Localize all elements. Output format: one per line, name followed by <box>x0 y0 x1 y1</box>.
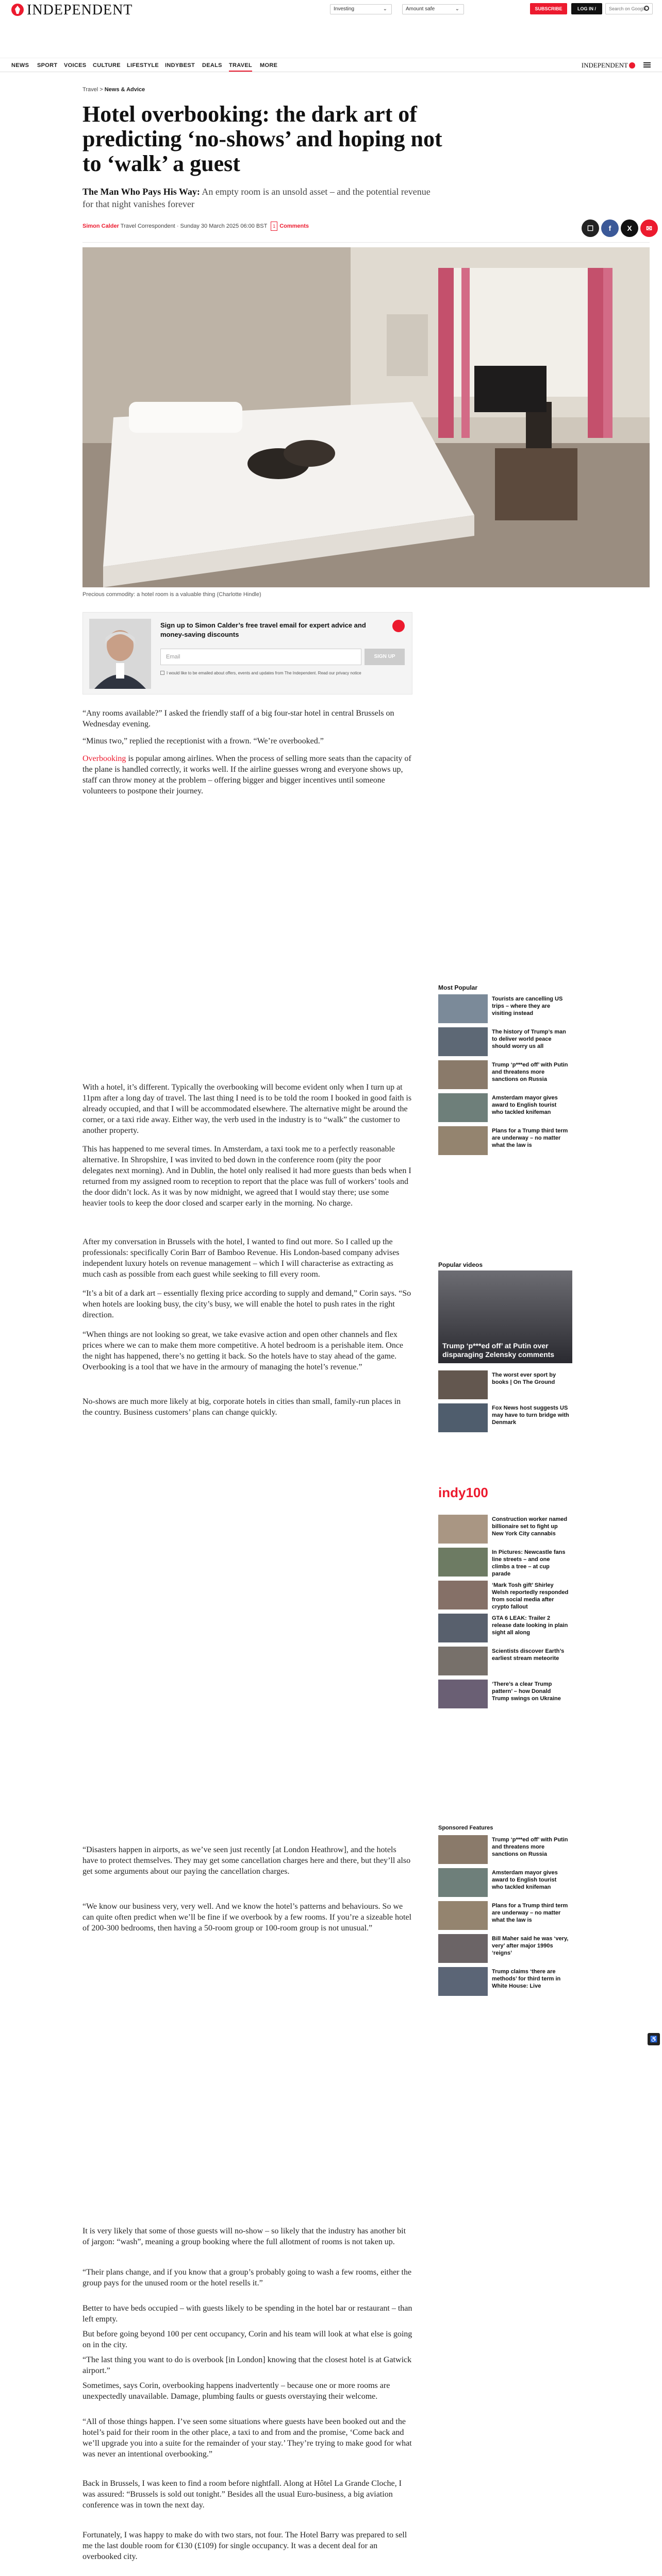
bookmark-icon[interactable]: ☐ <box>582 219 599 237</box>
article-paragraph: But before going beyond 100 per cent occupancy, Corin and his team will look at what else is going on in the city. <box>82 2330 412 2349</box>
newsletter-email-input[interactable]: Email <box>160 649 361 665</box>
search-input[interactable]: Search on Google <box>605 3 653 14</box>
nav-item-travel[interactable]: TRAVEL <box>229 62 252 72</box>
most-popular-headline: Amsterdam mayor gives award to English tourist who tackled knifeman <box>492 1095 558 1115</box>
sponsored-features-title: Sponsored Features <box>438 1825 493 1831</box>
article-paragraph: “When things are not looking so great, we take evasive action and open other channels and flex prices where we can to make them more competitive. A hotel bedroom is a perishable item. Once the night has happened, there’s no getting it back. So the hotels have to stay ahead of the game. Overbooking is a tool that we have in the armoury of managing the hotel’s revenue.” <box>82 1330 404 1371</box>
most-popular-item[interactable] <box>438 994 572 1025</box>
thumbnail <box>438 1901 488 1930</box>
thumbnail <box>438 1647 488 1675</box>
thumbnail <box>438 1515 488 1544</box>
thumbnail <box>438 1868 488 1897</box>
author-photo <box>89 619 151 689</box>
eagle-icon <box>392 620 405 632</box>
most-popular-item[interactable] <box>438 1093 572 1124</box>
comment-count-badge[interactable]: 1 <box>271 222 277 231</box>
indy100-item[interactable] <box>438 1581 572 1612</box>
video-item[interactable] <box>438 1370 572 1401</box>
thumbnail <box>438 1403 488 1432</box>
featured-video[interactable] <box>438 1270 572 1363</box>
nav-item-deals[interactable]: DEALS <box>202 62 222 69</box>
indy100-headline: Construction worker named billionaire set to fight up New York City cannabis <box>492 1516 568 1537</box>
breadcrumb-travel[interactable]: Travel <box>82 87 98 93</box>
thumbnail <box>438 1967 488 1996</box>
site-header <box>0 0 662 23</box>
thumbnail <box>438 1370 488 1399</box>
sponsored-item[interactable] <box>438 1967 572 1998</box>
sponsored-item[interactable] <box>438 1934 572 1965</box>
most-popular-item[interactable] <box>438 1126 572 1157</box>
hamburger-menu-icon[interactable] <box>643 62 651 67</box>
sponsored-item[interactable] <box>438 1901 572 1932</box>
login-button[interactable]: LOG IN / REGISTER <box>571 3 602 14</box>
sponsored-headline: Trump ‘p***ed off’ with Putin and threatens more sanctions on Russia <box>492 1837 568 1857</box>
thumbnail <box>438 1680 488 1708</box>
video-headline: The worst ever sport by books | On The Ground <box>492 1372 556 1385</box>
accessibility-icon[interactable]: ♿ <box>648 2033 660 2045</box>
email-share-icon[interactable]: ✉ <box>640 219 658 237</box>
standfirst-body: An empty room is an unsold asset – and the potential revenue for that night vanishes forever <box>82 187 431 209</box>
nav-item-sport[interactable]: SPORT <box>37 62 58 69</box>
article-title: Hotel overbooking: the dark art of predicting ‘no-shows’ and hoping not to ‘walk’ a guest <box>82 101 442 176</box>
article-paragraph: “It’s a bit of a dark art – essentially flexing price according to supply and demand,” Corin says. “So when hotels are looking busy, the city’s busy, we will enable the hotel to push rates in the right direction. <box>82 1289 411 1319</box>
most-popular-headline: Plans for a Trump third term are underway – no matter what the law is <box>492 1128 568 1148</box>
thumbnail <box>438 1835 488 1864</box>
chevron-down-icon: ⌄ <box>455 6 459 12</box>
byline-separator: · <box>176 223 180 229</box>
most-popular-item[interactable] <box>438 1060 572 1091</box>
nav-item-indybest[interactable]: INDYBEST <box>165 62 195 69</box>
article-paragraph: “Their plans change, and if you know that a group’s probably going to wash a few rooms, either the group pays for the unused room or the hotel resells it.” <box>82 2268 412 2287</box>
author-role: Travel Correspondent <box>120 223 175 229</box>
article-paragraph <box>82 753 412 796</box>
paragraph-text: is popular among airlines. When the process of selling more seats than the capacity of the plane is handled correctly, it works well. If the airline guesses wrong and everyone shows up, staff can throw money at the problem – offering bigger and bigger incentives until someone volunteers to postpone their journey. <box>82 754 411 795</box>
byline <box>82 222 412 231</box>
nav-item-culture[interactable]: CULTURE <box>93 62 121 69</box>
nav-item-lifestyle[interactable]: LIFESTYLE <box>127 62 159 69</box>
header-divider <box>82 242 650 243</box>
sponsored-headline: Trump claims ‘there are methods’ for third term in White House: Live <box>492 1969 561 1989</box>
indy100-headline: In Pictures: Newcastle fans line streets – and one climbs a tree – at cup parade <box>492 1549 566 1577</box>
indy100-item[interactable] <box>438 1614 572 1645</box>
subscribe-button[interactable]: SUBSCRIBE NOW <box>530 3 567 14</box>
indy100-headline: ‘There’s a clear Trump pattern’ – how Donald Trump swings on Ukraine <box>492 1681 561 1702</box>
sponsored-item[interactable] <box>438 1868 572 1899</box>
sponsored-item[interactable] <box>438 1835 572 1866</box>
article-paragraph: Back in Brussels, I was keen to find a room before nightfall. Along at Hôtel La Grande Cloche, I was assured: “Brussels is sold out tonight.” Besides all the usual Euro-business, a big aviation conference was in town the next day. <box>82 2479 402 2510</box>
newsletter-signup <box>82 612 412 694</box>
author-link[interactable]: Simon Calder <box>82 223 119 229</box>
newsletter-fine-print: I would like to be emailed about offers, events and updates from The Independent. Read our privacy notice <box>167 671 361 675</box>
article-paragraph: “We know our business very, very well. And we know the hotel’s patterns and behaviours. So we can quite often predict when we’ll be fine if we overbook by a few rooms. If you’re a sizeable hotel of 200-300 bedrooms, then having a 50-room group or 100-room group is not unusual.” <box>82 1902 411 1933</box>
article-standfirst <box>82 185 443 210</box>
hotel-room-illustration <box>82 247 650 587</box>
overbooking-link[interactable]: Overbooking <box>82 754 126 763</box>
sponsored-headline: Amsterdam mayor gives award to English tourist who tackled knifeman <box>492 1870 558 1890</box>
indy100-item[interactable] <box>438 1647 572 1677</box>
thumbnail <box>438 1126 488 1155</box>
breadcrumb-news-advice[interactable]: News & Advice <box>104 87 145 93</box>
consent-checkbox[interactable] <box>160 671 164 675</box>
standfirst-lead: The Man Who Pays His Way: <box>82 187 200 197</box>
newsletter-signup-button[interactable]: SIGN UP <box>365 649 405 665</box>
thumbnail <box>438 1581 488 1609</box>
article-paragraph: With a hotel, it’s different. Typically the overbooking will become evident only when I turn up at 11pm after a long day of travel. The last thing I need is to be told the room I booked in good faith is already occupied, and that I will be accommodated elsewhere. The alternative might be around the corner, or a taxi ride away. Either way, the verb used in the industry is to “walk” the customer to another property. <box>82 1083 412 1135</box>
site-logo[interactable]: INDEPENDENT <box>11 3 133 18</box>
indy100-item[interactable] <box>438 1515 572 1546</box>
investing-select[interactable]: Investing ⌄ <box>330 4 392 14</box>
main-nav <box>0 58 662 72</box>
article-paragraph: No-shows are much more likely at big, corporate hotels in cities than small, family-run places in the country. Business customers’ plans can change quickly. <box>82 1397 401 1417</box>
indy100-item[interactable] <box>438 1680 572 1710</box>
breadcrumb <box>82 87 145 93</box>
chevron-down-icon: ⌄ <box>383 6 387 12</box>
thumbnail <box>438 994 488 1023</box>
most-popular-headline: Trump ‘p***ed off’ with Putin and threatens more sanctions on Russia <box>492 1062 568 1082</box>
hero-image <box>82 247 650 587</box>
nav-item-news[interactable]: NEWS <box>11 62 29 69</box>
sponsored-headline: Plans for a Trump third term are underway – no matter what the law is <box>492 1903 568 1923</box>
thumbnail <box>438 1093 488 1122</box>
video-item[interactable] <box>438 1403 572 1434</box>
indy100-headline: Scientists discover Earth’s earliest stream meteorite <box>492 1648 565 1662</box>
article-paragraph: It is very likely that some of those guests will no-show – so likely that the industry has another bit of jargon: “wash”, meaning a group booking where the full allotment of rooms is not taken up. <box>82 2227 406 2246</box>
thumbnail <box>438 1060 488 1089</box>
article-paragraph: “Any rooms available?” I asked the friendly staff of a big four-star hotel in central Brussels on Wednesday evening. <box>82 709 394 728</box>
newsletter-consent <box>160 670 403 676</box>
comments-link[interactable]: Comments <box>279 223 309 229</box>
article-paragraph: This has happened to me several times. In Amsterdam, a taxi took me to a perfectly reasonable alternative. In Shropshire, I was invited to bed down in the conference room (pity the poor delegates next morning). And in Dublin, the hotel only realised it had more guests than beds when I returned from my assigned room to reception to report that the place was full of workers’ tools and the door didn’t lock. As it was by now midnight, we agreed that I would stay there; use some heavier tools to keep the door closed and scarper early in the morning. No charge. <box>82 1145 411 1208</box>
hero-caption: Precious commodity: a hotel room is a valuable thing (Charlotte Hindle) <box>82 591 261 598</box>
newsletter-text: Sign up to Simon Calder’s free travel email for expert advice and money-saving discounts <box>160 621 366 638</box>
most-popular-headline: Tourists are cancelling US trips – where they are visiting instead <box>492 996 563 1016</box>
thumbnail <box>438 1027 488 1056</box>
featured-video-title: Trump ‘p***ed off’ at Putin over disparaging Zelensky comments <box>442 1342 555 1359</box>
article-paragraph: “Minus two,” replied the receptionist with a frown. “We’re overbooked.” <box>82 737 324 745</box>
author-portrait-illustration <box>89 619 151 689</box>
search-icon <box>644 6 649 11</box>
indy100-logo-text: indy <box>438 1485 466 1500</box>
popular-videos-title: Popular videos <box>438 1261 483 1268</box>
indy100-item[interactable] <box>438 1548 572 1579</box>
article-paragraph: “Disasters happen in airports, as we’ve seen just recently [at London Heathrow], and the hotels have to protect themselves. They may get some cancellation charges here and there, but they’ll also get some arguments about our paying the cancellation charges. <box>82 1845 411 1876</box>
article-paragraph: Fortunately, I was happy to make do with two stars, not four. The Hotel Barry was prepared to sell me the last double room for €130 (£109) for single occupancy. It was a decent deal for an overbooked city. <box>82 2531 407 2561</box>
eagle-icon <box>11 4 24 16</box>
indy100-logo-number: 100 <box>466 1485 488 1500</box>
most-popular-title: Most Popular <box>438 984 478 991</box>
sponsored-headline: Bill Maher said he was ‘very, very’ after major 1990s ‘reigns’ <box>492 1936 569 1956</box>
indy100-logo[interactable] <box>438 1485 572 1511</box>
article-paragraph: Better to have beds occupied – with guests likely to be spending in the hotel bar or restaurant – than left empty. <box>82 2304 412 2324</box>
article-paragraph: Sometimes, says Corin, overbooking happens inadvertently – because one or more rooms are unexpectedly unavailable. Damage, plumbing faults or guests overstaying their welcome. <box>82 2381 390 2401</box>
x-share-icon[interactable]: X <box>621 219 638 237</box>
most-popular-item[interactable] <box>438 1027 572 1058</box>
facebook-share-icon[interactable]: f <box>601 219 619 237</box>
publish-date: Sunday 30 March 2025 06:00 BST <box>180 223 268 229</box>
eagle-icon <box>629 62 635 69</box>
nav-item-voices[interactable]: VOICES <box>64 62 87 69</box>
most-popular-headline: The history of Trump’s man to deliver world peace should worry us all <box>492 1029 566 1049</box>
breadcrumb-separator: > <box>100 87 105 93</box>
thumbnail <box>438 1614 488 1642</box>
amount-select[interactable]: Amount safe ⌄ <box>402 4 464 14</box>
thumbnail <box>438 1934 488 1963</box>
article-paragraph: “The last thing you want to do is overbook [in London] knowing that the closest hotel is at Gatwick airport.” <box>82 2355 412 2375</box>
nav-item-more[interactable]: MORE <box>260 62 278 69</box>
video-headline: Fox News host suggests US may have to turn bridge with Denmark <box>492 1405 569 1426</box>
article-paragraph: After my conversation in Brussels with the hotel, I wanted to find out more. So I called up the professionals: specifically Corin Barr of Bamboo Revenue. His London-based company advises independent luxury hotels on revenue management – which I will characterise as extracting as much cash as possible from each guest while seeking to fill every room. <box>82 1238 400 1279</box>
nav-logo[interactable]: INDEPENDENT <box>582 61 635 70</box>
indy100-headline: ‘Mark Tosh gift’ Shirley Welsh reportedly responded from social media after crypto fallout <box>492 1582 569 1610</box>
thumbnail <box>438 1548 488 1577</box>
article-paragraph: “All of those things happen. I’ve seen some situations where guests have been booked out and the hotel’s paid for their room in the other place, a taxi to and from and the promise, ‘Come back and we’ll upgrade you into a suite for the remainder of your stay.’ They’re trying to make good for what was never an intentional overbooking.” <box>82 2417 412 2459</box>
indy100-headline: GTA 6 LEAK: Trailer 2 release date looking in plain sight all along <box>492 1615 568 1636</box>
